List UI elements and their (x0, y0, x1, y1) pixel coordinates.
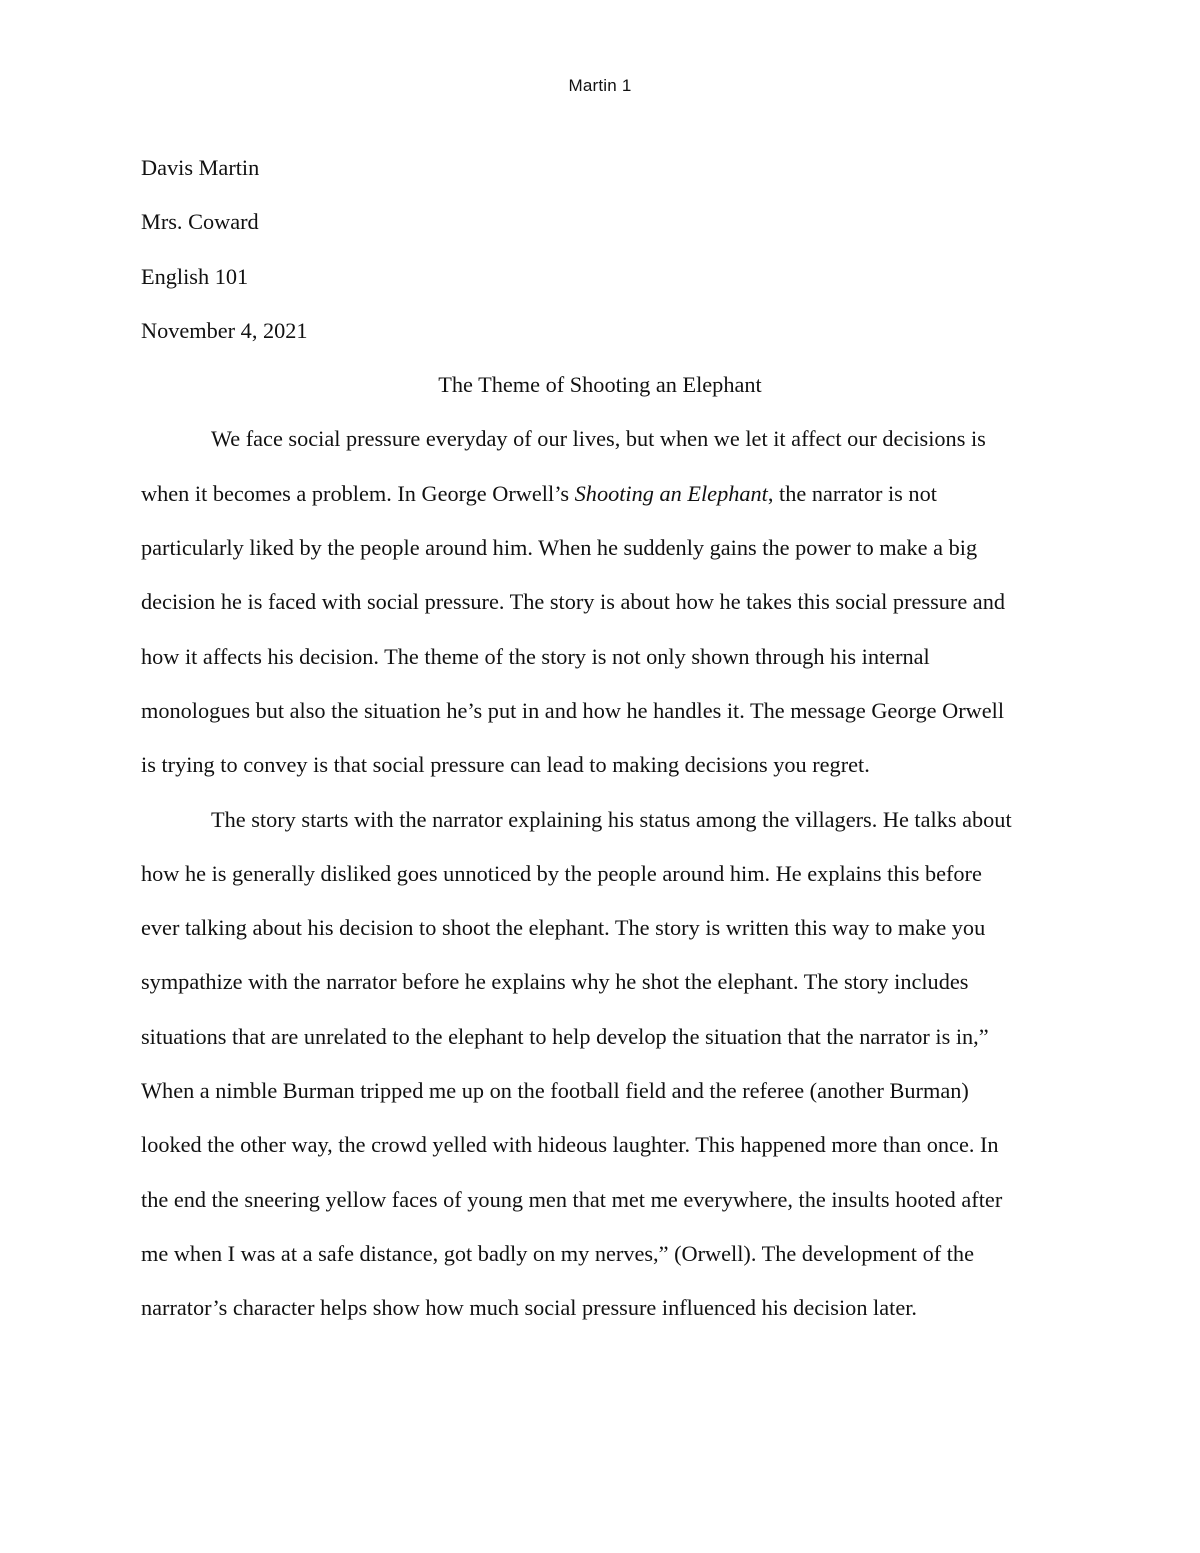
instructor-name: Mrs. Coward (141, 209, 259, 235)
paragraph-line: narrator’s character helps show how much social pressure influenced his decision later. (141, 1295, 918, 1321)
paragraph-line: monologues but also the situation he’s put in and how he handles it. The message George Orwell (141, 697, 1005, 723)
essay-body (141, 141, 1059, 1336)
paragraph-line: is trying to convey is that social pressure can lead to making decisions you regret. (141, 752, 870, 778)
paragraph-line: the end the sneering yellow faces of young men that met me everywhere, the insults hooted after (141, 1186, 1003, 1212)
essay-date: November 4, 2021 (141, 317, 308, 343)
work-title-italic: Shooting an Elephant (574, 480, 768, 506)
paragraph-line: how it affects his decision. The theme of the story is not only shown through his internal (141, 643, 930, 669)
paragraph-line: particularly liked by the people around him. When he suddenly gains the power to make a big (141, 535, 978, 561)
text-run: , the narrator is not (767, 480, 937, 506)
paragraph-2 (141, 793, 1059, 1336)
paragraph-line (141, 467, 1059, 521)
running-head: Martin 1 (568, 76, 632, 95)
paragraph-line: me when I was at a safe distance, got badly on my nerves,” (Orwell). The development of the (141, 1240, 974, 1266)
paragraph-line: When a nimble Burman tripped me up on the football field and the referee (another Burman) (141, 1078, 969, 1104)
text-run: when it becomes a problem. In George Orwell’s (141, 480, 575, 506)
paragraph-line: situations that are unrelated to the elephant to help develop the situation that the narrator is in,” (141, 1023, 989, 1049)
paragraph-line: how he is generally disliked goes unnoticed by the people around him. He explains this before (141, 860, 982, 886)
paragraph-1 (141, 412, 1059, 792)
paragraph-line: looked the other way, the crowd yelled with hideous laughter. This happened more than once. In (141, 1132, 999, 1158)
paragraph-line: decision he is faced with social pressure. The story is about how he takes this social pressure and (141, 589, 1005, 615)
paragraph-line: The story starts with the narrator explaining his status among the villagers. He talks about (211, 806, 1012, 832)
paragraph-line: ever talking about his decision to shoot the elephant. The story is written this way to make you (141, 915, 986, 941)
paragraph-line: sympathize with the narrator before he explains why he shot the elephant. The story includes (141, 969, 969, 995)
essay-title: The Theme of Shooting an Elephant (438, 372, 762, 398)
course-name: English 101 (141, 263, 249, 289)
paragraph-line: We face social pressure everyday of our lives, but when we let it affect our decisions is (211, 426, 986, 452)
author-name: Davis Martin (141, 155, 260, 180)
